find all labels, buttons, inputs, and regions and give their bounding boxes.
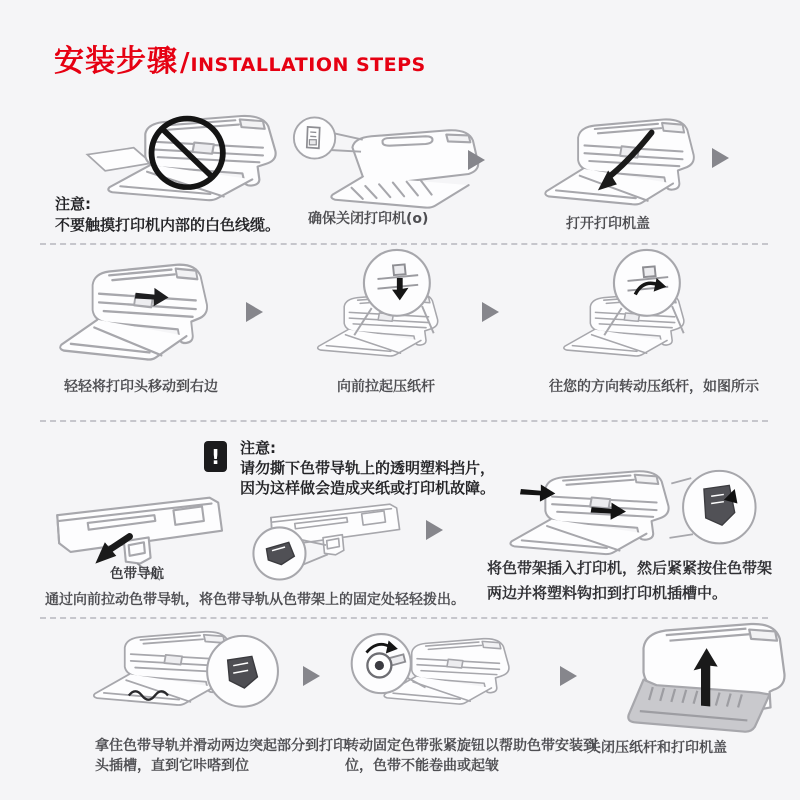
step-caption: 轻轻将打印头移动到右边 <box>64 379 218 395</box>
page-title <box>54 36 426 80</box>
step-caption: 往您的方向转动压纸杆，如图所示 <box>549 379 759 395</box>
step-caption: 向前拉起压纸杆 <box>337 379 435 395</box>
warning-exclamation-icon: ! <box>204 441 227 472</box>
step-illustration-open-cover <box>533 110 715 212</box>
notice-line1: 请勿撕下色带导轨上的透明塑料挡片， <box>240 459 496 477</box>
row-separator <box>40 420 768 422</box>
step-arrow-icon <box>482 302 499 322</box>
step-caption: 拿住色带导轨并滑动两边突起部分到打印头插槽，直到它咔嗒到位 <box>95 738 347 774</box>
step-arrow-icon <box>712 148 729 168</box>
step-illustration-rotate-lever <box>548 248 708 372</box>
step-illustration-insert-cartridge <box>486 460 766 566</box>
step-caption: 将色带架插入打印机，然后紧紧按住色带架两边并将塑料钩扣到打印机插槽中。 <box>487 559 773 602</box>
step-caption: 关闭压纸杆和打印机盖 <box>587 740 727 756</box>
step-illustration-pull-lever <box>300 248 455 372</box>
notice-line2: 因为这样做会造成夹纸或打印机故障。 <box>240 479 496 497</box>
step-illustration-turn-knob <box>348 622 528 732</box>
step-arrow-icon <box>303 666 320 686</box>
step-arrow-icon <box>560 666 577 686</box>
step-caption: 通过向前拉动色带导轨，将色带导轨从色带架上的固定处轻轻拨出。 <box>45 592 465 608</box>
step-illustration-no-touch <box>82 110 287 206</box>
power-switch-callout-icon <box>294 117 363 158</box>
page-title-zh: 安装步骤 <box>54 44 178 79</box>
page-title-en: INSTALLATION STEPS <box>190 54 426 76</box>
step-arrow-icon <box>468 150 485 170</box>
step-arrow-icon <box>246 302 263 322</box>
step-arrow-icon <box>426 520 443 540</box>
step-illustration-move-head <box>48 258 228 366</box>
row-separator <box>40 243 768 245</box>
page-title-separator: / <box>180 48 190 78</box>
guide-slot-callout-icon <box>207 636 278 707</box>
step-illustration-slide-guide <box>86 618 291 732</box>
ribbon-guide-label: 色带导航 <box>110 566 164 582</box>
note-text: 不要触摸打印机内部的白色线缆。 <box>55 216 281 234</box>
note-title: 注意: <box>55 195 91 213</box>
step-caption: 确保关闭打印机(o) <box>308 211 429 227</box>
notice-title: 注意: <box>240 439 276 457</box>
hook-detail-callout-icon <box>669 471 755 543</box>
step-illustration-close-cover <box>612 614 790 736</box>
step-caption: 转动固定色带张紧旋钮以帮助色带安装到位，色带不能卷曲或起皱 <box>345 738 597 774</box>
step-caption: 打开打印机盖 <box>566 216 650 232</box>
step-illustration-ribbon-guide-detail <box>246 494 418 586</box>
